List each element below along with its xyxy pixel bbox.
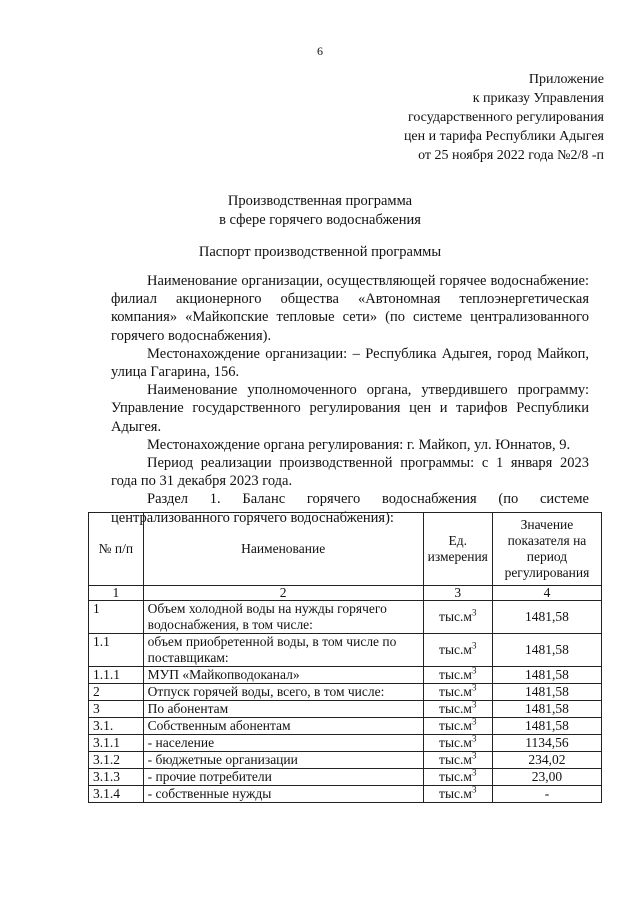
unit-text: тыс.м	[439, 718, 472, 733]
row-unit	[423, 718, 492, 735]
row-value: 1134,56	[492, 735, 601, 752]
row-unit	[423, 752, 492, 769]
appendix-line-2: к приказу Управления	[472, 91, 604, 106]
appendix-line-3: государственного регулирования	[407, 110, 604, 125]
row-name: Отпуск горячей воды, всего, в том числе:	[143, 684, 423, 701]
unit-text: тыс.м	[439, 667, 472, 682]
row-name: объем приобретенной воды, в том числе по поставщикам:	[143, 634, 423, 667]
table-row	[89, 786, 602, 803]
row-value: 1481,58	[492, 701, 601, 718]
unit-superscript: 3	[471, 607, 477, 618]
row-unit	[423, 735, 492, 752]
row-num: 3.1.4	[89, 786, 144, 803]
unit-text: тыс.м	[439, 786, 472, 801]
index-cell: 2	[143, 586, 423, 601]
header-value: Значение показателя на период регулирования	[492, 513, 601, 586]
appendix-line-5: от 25 ноября 2022 года №2/8 -п	[418, 148, 604, 163]
table-header-row	[89, 513, 602, 586]
unit-superscript: 3	[471, 640, 477, 651]
table-row	[89, 769, 602, 786]
row-name: - прочие потребители	[143, 769, 423, 786]
table-body	[89, 601, 602, 803]
table-row	[89, 735, 602, 752]
row-num: 2	[89, 684, 144, 701]
header-num: № п/п	[89, 513, 144, 586]
document-title	[0, 192, 640, 230]
row-name: - бюджетные организации	[143, 752, 423, 769]
row-value: 1481,58	[492, 634, 601, 667]
row-num: 3	[89, 701, 144, 718]
paragraph-organization: Наименование организации, осуществляющей горячее водоснабжение: филиал акционерного общества «Автономная теплоэнергетическая компания» «Майкопские тепловые сети» (по системе централизованного горячего водоснабжения).	[111, 273, 589, 344]
row-name: МУП «Майкопводоканал»	[143, 667, 423, 684]
row-name: Объем холодной воды на нужды горячего водоснабжения, в том числе:	[143, 601, 423, 634]
unit-text: тыс.м	[439, 752, 472, 767]
paragraph-period: Период реализации производственной программы: с 1 января 2023 года по 31 декабря 2023 года.	[111, 455, 589, 490]
unit-superscript: 3	[471, 699, 477, 710]
unit-superscript: 3	[471, 716, 477, 727]
unit-text: тыс.м	[439, 769, 472, 784]
page-number: 6	[317, 44, 323, 58]
row-unit	[423, 684, 492, 701]
row-value: 1481,58	[492, 601, 601, 634]
unit-text: тыс.м	[439, 735, 472, 750]
row-unit	[423, 701, 492, 718]
row-num: 3.1.1	[89, 735, 144, 752]
unit-text: тыс.м	[439, 642, 472, 657]
row-value: 1481,58	[492, 684, 601, 701]
row-num: 1.1.1	[89, 667, 144, 684]
row-value: 1481,58	[492, 667, 601, 684]
unit-superscript: 3	[471, 733, 477, 744]
paragraph-authority-location: Местонахождение органа регулирования: г. Майкоп, ул. Юннатов, 9.	[147, 436, 571, 453]
table-row	[89, 701, 602, 718]
table-row	[89, 752, 602, 769]
row-name: - собственные нужды	[143, 786, 423, 803]
row-num: 1.1	[89, 634, 144, 667]
title-line-1: Производственная программа	[227, 193, 413, 209]
row-num: 3.1.2	[89, 752, 144, 769]
row-name: - население	[143, 735, 423, 752]
index-cell: 4	[492, 586, 601, 601]
appendix-line-1: Приложение	[528, 72, 604, 87]
unit-superscript: 3	[471, 784, 477, 795]
row-unit	[423, 769, 492, 786]
unit-text: тыс.м	[439, 684, 472, 699]
unit-superscript: 3	[471, 665, 477, 676]
header-name: Наименование	[143, 513, 423, 586]
unit-superscript: 3	[471, 682, 477, 693]
unit-text: тыс.м	[439, 609, 472, 624]
appendix-block	[404, 70, 604, 165]
unit-superscript: 3	[471, 767, 477, 778]
row-unit	[423, 601, 492, 634]
paragraph-location: Местонахождение организации: – Республика Адыгея, город Майкоп, улица Гагарина, 156.	[111, 345, 589, 381]
title-line-2: в сфере горячего водоснабжения	[219, 212, 421, 228]
row-value: -	[492, 786, 601, 803]
table-row	[89, 684, 602, 701]
balance-table	[88, 512, 602, 803]
index-cell: 3	[423, 586, 492, 601]
table-row	[89, 718, 602, 735]
row-name: Собственным абонентам	[143, 718, 423, 735]
row-unit	[423, 634, 492, 667]
paragraph-section-1: Раздел 1. Баланс горячего водоснабжения (по системе централизованного горячего водоснабжения):	[111, 491, 589, 526]
row-name: По абонентам	[143, 701, 423, 718]
index-cell: 1	[89, 586, 144, 601]
table-row	[89, 634, 602, 667]
row-unit	[423, 786, 492, 803]
row-num: 3.1.	[89, 718, 144, 735]
row-value: 1481,58	[492, 718, 601, 735]
row-unit	[423, 667, 492, 684]
row-num: 3.1.3	[89, 769, 144, 786]
appendix-line-4: цен и тарифа Республики Адыгея	[403, 129, 604, 144]
unit-text: тыс.м	[439, 701, 472, 716]
row-value: 234,02	[492, 752, 601, 769]
table-index-row	[89, 586, 602, 601]
paragraph-authority: Наименование уполномоченного органа, утвердившего программу: Управление государственного регулирования цен и тарифов Республики Адыгея.	[111, 382, 589, 435]
table-row	[89, 601, 602, 634]
passport-title: Паспорт производственной программы	[198, 244, 442, 260]
unit-superscript: 3	[471, 750, 477, 761]
table-row	[89, 667, 602, 684]
document-body	[111, 272, 589, 527]
row-value: 23,00	[492, 769, 601, 786]
header-unit: Ед. измерения	[423, 513, 492, 586]
row-num: 1	[89, 601, 144, 634]
